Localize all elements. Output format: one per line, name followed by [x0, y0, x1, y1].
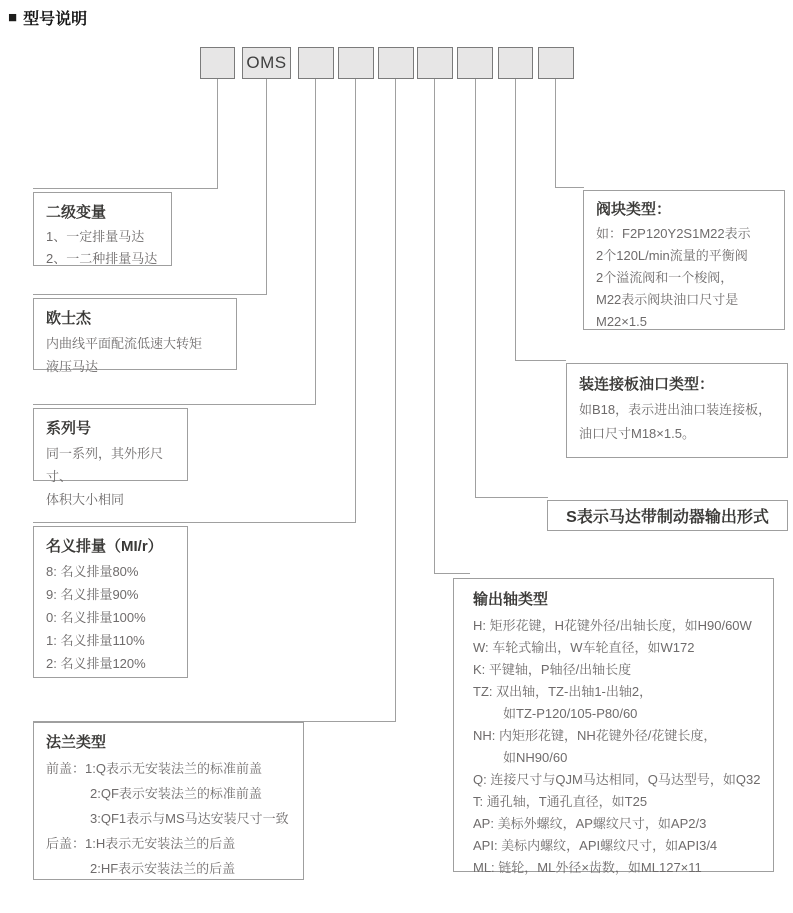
connector-7-horizontal: [475, 497, 548, 498]
annotation-line: 2个溢流阀和一个梭阀，: [596, 270, 734, 285]
page-title: [8, 6, 87, 29]
annotation-brake-output: [547, 500, 788, 531]
annotation-line: NH: 内矩形花键，NH花键外径/花键长度，: [473, 728, 717, 743]
annotation-secondary-variable: [33, 192, 172, 266]
connector-4-horizontal: [33, 522, 356, 523]
model-code-box-7: [457, 47, 493, 79]
annotation-line: 如NH90/60: [503, 750, 568, 765]
annotation-line: 液压马达: [46, 359, 99, 374]
annotation-heading: 名义排量（MI/r）: [46, 538, 163, 555]
annotation-line: W: 车轮式输出，W车轮直径，如W172: [473, 640, 695, 655]
annotation-line: 前盖：1:Q表示无安装法兰的标准前盖: [46, 761, 262, 776]
annotation-line: 2: 名义排量120%: [46, 656, 146, 671]
annotation-heading: 法兰类型: [46, 734, 107, 751]
annotation-nominal-displacement: [33, 526, 188, 678]
annotation-line: M22表示阀块油口尺寸是: [596, 292, 739, 307]
connector-5-vertical: [395, 79, 396, 721]
annotation-line: S表示马达带制动器输出形式: [566, 509, 769, 526]
annotation-heading: 系列号: [46, 420, 92, 437]
connector-8-horizontal: [515, 360, 566, 361]
annotation-line: 1、一定排量马达: [46, 229, 145, 244]
annotation-line: 3:QF1表示与MS马达安装尺寸一致: [90, 811, 289, 826]
annotation-line: K: 平键轴，P轴径/出轴长度: [473, 662, 632, 677]
annotation-line: H: 矩形花键，H花键外径/出轴长度，如H90/60W: [473, 618, 752, 633]
annotation-valve-block-type: [583, 190, 785, 330]
annotation-line: 如TZ-P120/105-P80/60: [503, 706, 638, 721]
connector-2-vertical: [266, 79, 267, 294]
annotation-line: 如B18，表示进出油口装连接板，: [579, 402, 772, 417]
annotation-series-number: [33, 408, 188, 507]
annotation-output-shaft-type: [453, 578, 774, 875]
connector-3-horizontal: [33, 404, 316, 405]
annotation-line: 同一系列，其外形尺寸、: [46, 446, 164, 484]
annotation-port-plate-type: [566, 363, 788, 458]
connector-9-horizontal: [555, 187, 584, 188]
annotation-line: Q: 连接尺寸与QJM马达相同，Q马达型号，如Q32: [473, 772, 761, 787]
model-code-box-6: [417, 47, 453, 79]
annotation-line: 2:HF表示安装法兰的后盖: [90, 861, 236, 876]
annotation-flange-type: [33, 722, 304, 880]
model-code-box-2-oms: OMS: [242, 47, 291, 79]
annotation-line: T: 通孔轴，T通孔直径，如T25: [473, 794, 648, 809]
model-code-box-3: [298, 47, 334, 79]
model-code-box-4: [338, 47, 374, 79]
annotation-line: 内曲线平面配流低速大转矩: [46, 336, 203, 351]
connector-1-horizontal: [33, 188, 218, 189]
connector-1-vertical: [217, 79, 218, 188]
model-code-box-8: [498, 47, 533, 79]
annotation-heading: 欧士杰: [46, 310, 92, 327]
connector-2-horizontal: [33, 294, 267, 295]
annotation-line: 1: 名义排量110%: [46, 633, 145, 648]
connector-8-vertical: [515, 79, 516, 360]
annotation-line: API: 美标内螺纹，API螺纹尺寸，如API3/4: [473, 838, 718, 853]
annotation-line: 2:QF表示安装法兰的标准前盖: [90, 786, 262, 801]
annotation-brand: [33, 298, 237, 374]
annotation-line: ML: 链轮，ML外径×齿数，如ML127×11: [473, 860, 702, 875]
annotation-line: 体积大小相同: [46, 492, 125, 507]
annotation-line: AP: 美标外螺纹，AP螺纹尺寸，如AP2/3: [473, 816, 707, 831]
connector-7-vertical: [475, 79, 476, 497]
connector-4-vertical: [355, 79, 356, 522]
annotation-line: 9: 名义排量90%: [46, 587, 139, 602]
model-code-box-9: [538, 47, 574, 79]
connector-3-vertical: [315, 79, 316, 404]
annotation-heading: 装连接板油口类型：: [579, 376, 715, 393]
annotation-heading: 输出轴类型: [473, 591, 549, 608]
annotation-line: 2个120L/min流量的平衡阀: [596, 248, 748, 263]
connector-9-vertical: [555, 79, 556, 187]
page-title-text: 型号说明: [23, 11, 88, 28]
annotation-line: 8: 名义排量80%: [46, 564, 139, 579]
annotation-line: 0: 名义排量100%: [46, 610, 146, 625]
square-bullet-icon: ■: [8, 9, 18, 26]
annotation-line: 油口尺寸M18×1.5。: [579, 426, 695, 441]
annotation-heading: 二级变量: [46, 204, 107, 221]
model-code-box-1: [200, 47, 235, 79]
annotation-line: M22×1.5: [596, 314, 647, 329]
annotation-line: 后盖：1:H表示无安装法兰的后盖: [46, 836, 236, 851]
model-code-box-5: [378, 47, 414, 79]
annotation-line: 如：F2P120Y2S1M22表示: [596, 226, 751, 241]
annotation-line: TZ: 双出轴，TZ-出轴1-出轴2，: [473, 684, 653, 699]
annotation-line: 2、一二种排量马达: [46, 251, 158, 266]
connector-6-horizontal: [434, 573, 470, 574]
annotation-heading: 阀块类型：: [596, 201, 672, 218]
connector-6-vertical: [434, 79, 435, 573]
